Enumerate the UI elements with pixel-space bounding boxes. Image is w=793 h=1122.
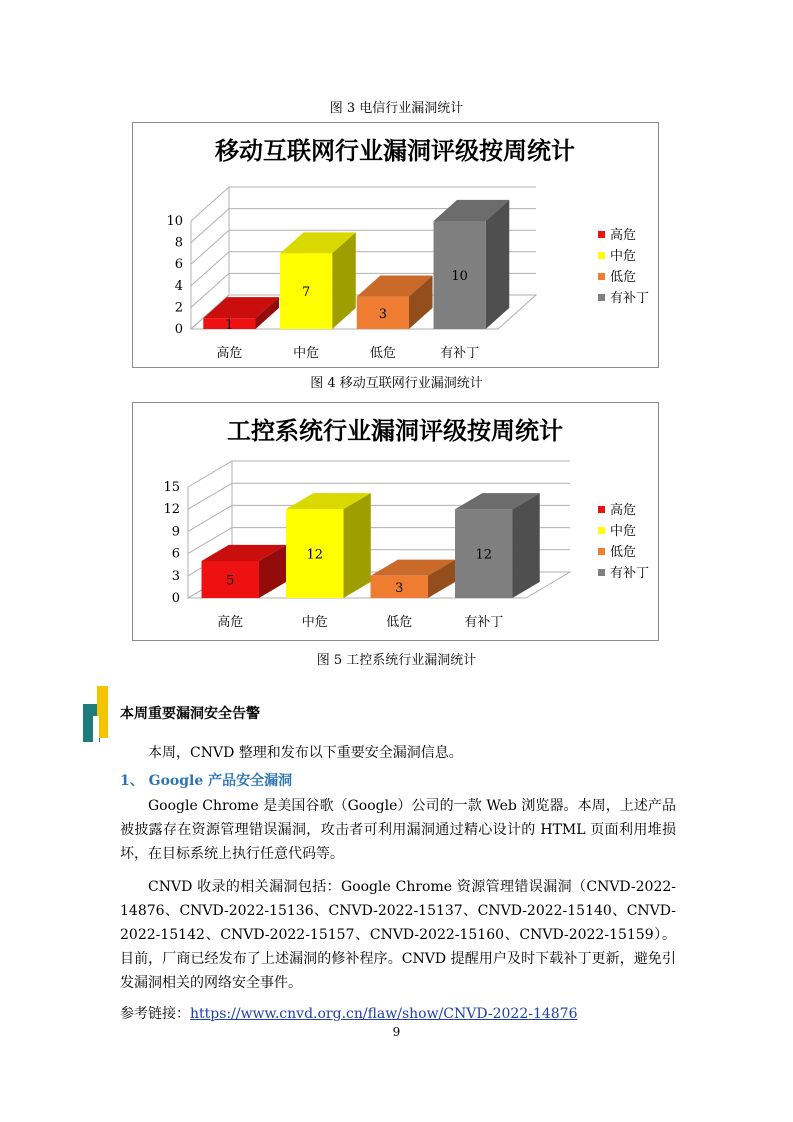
legend-label: 低危 [610, 270, 637, 285]
y-tick-label: 6 [174, 257, 183, 273]
legend-swatch [598, 548, 605, 555]
data-label: 12 [475, 547, 493, 563]
figure-3-caption: 图 3 电信行业漏洞统计 [329, 101, 464, 116]
data-label: 10 [451, 269, 468, 284]
legend-swatch [598, 231, 605, 238]
legend-label: 中危 [610, 249, 637, 264]
x-tick-label: 低危 [386, 615, 413, 630]
x-tick-label: 低危 [369, 346, 396, 361]
legend-swatch [598, 252, 605, 259]
paragraph-1: Google Chrome 是美国谷歌（Google）公司的一款 Web 浏览器。本周，上述产品被披露存在资源管理错误漏洞，攻击者可利用漏洞通过精心设计的 HTML 页面利用堆损坏，在目标系统上执行任意代码等。 [120, 798, 676, 862]
chart-industrial-control-svg [133, 403, 658, 640]
reference-label: 参考链接： [120, 1006, 190, 1022]
y-tick-label: 0 [171, 591, 180, 606]
bar-side [343, 493, 370, 598]
figure-4-caption: 图 4 移动互联网行业漏洞统计 [310, 376, 483, 391]
x-tick-label: 有补丁 [464, 615, 504, 630]
bar [455, 493, 540, 598]
bar [371, 560, 456, 598]
y-tick-label: 8 [174, 235, 183, 251]
bar [202, 545, 287, 598]
reference-link[interactable]: https://www.cnvd.org.cn/flaw/show/CNVD-2022-14876 [190, 1006, 578, 1022]
y-tick-label: 2 [174, 300, 183, 316]
legend-swatch [598, 273, 605, 280]
section-marker-icon [83, 686, 113, 744]
data-label: 7 [301, 285, 311, 301]
bar [203, 297, 279, 329]
x-tick-label: 高危 [216, 346, 243, 361]
reference-line [120, 1003, 578, 1023]
data-label: 5 [226, 573, 235, 589]
chart-title: 移动互联网行业漏洞评级按周统计 [215, 137, 575, 165]
y-tick-label: 4 [174, 278, 183, 294]
legend-swatch [598, 294, 605, 301]
y-tick-label: 6 [171, 546, 180, 562]
legend-label: 有补丁 [610, 566, 650, 581]
y-tick-label: 3 [171, 568, 180, 584]
y-tick-label: 12 [163, 502, 180, 518]
y-tick-label: 10 [166, 214, 183, 229]
legend-label: 有补丁 [610, 291, 650, 306]
legend-swatch [598, 506, 605, 513]
chart-title: 工控系统行业漏洞评级按周统计 [227, 417, 563, 445]
y-tick-label: 15 [163, 480, 180, 495]
bar-side [486, 200, 510, 329]
legend-label: 高危 [610, 228, 637, 243]
chart-mobile-internet-svg [133, 123, 658, 367]
y-tick-label: 0 [174, 322, 183, 337]
data-label: 12 [306, 547, 324, 563]
legend-swatch [598, 527, 605, 534]
section-intro: 本周，CNVD 整理和发布以下重要安全漏洞信息。 [148, 745, 463, 761]
data-label: 3 [395, 580, 404, 596]
x-tick-label: 中危 [293, 346, 320, 361]
bar [434, 200, 510, 329]
legend-label: 高危 [610, 503, 637, 518]
figure-5-caption: 图 5 工控系统行业漏洞统计 [316, 653, 477, 668]
legend-label: 低危 [610, 545, 637, 560]
bar [280, 232, 356, 329]
legend-swatch [598, 569, 605, 576]
bar [286, 493, 371, 598]
chart-mobile-internet [132, 122, 659, 368]
item-title: 1、 Google 产品安全漏洞 [120, 773, 293, 789]
bar-side [512, 493, 539, 598]
y-tick-label: 9 [171, 524, 180, 540]
data-label: 3 [378, 306, 388, 322]
x-tick-label: 有补丁 [440, 346, 480, 361]
chart-industrial-control [132, 402, 659, 641]
x-tick-label: 中危 [301, 615, 328, 630]
chart-legend [598, 227, 649, 306]
x-tick-label: 高危 [217, 615, 244, 630]
paragraph-2: CNVD 收录的相关漏洞包括：Google Chrome 资源管理错误漏洞（CNVD-2022-14876、CNVD-2022-15136、CNVD-2022-15137、CNVD-2022-15140、CNVD-2022-15142、CNVD-2022-15157、CNVD-2022-15160、CNVD-2022-15159）。目前，厂商已经发布了上述漏洞的修补程序。CNVD 提醒用户及时下载补丁更新，避免引发漏洞相关的网络安全事件。 [120, 879, 676, 991]
data-label: 1 [225, 317, 234, 333]
section-heading: 本周重要漏洞安全告警 [120, 706, 260, 722]
bar [357, 276, 433, 329]
legend-label: 中危 [610, 524, 637, 539]
chart-legend [598, 502, 649, 581]
page-number: 9 [392, 1025, 401, 1039]
